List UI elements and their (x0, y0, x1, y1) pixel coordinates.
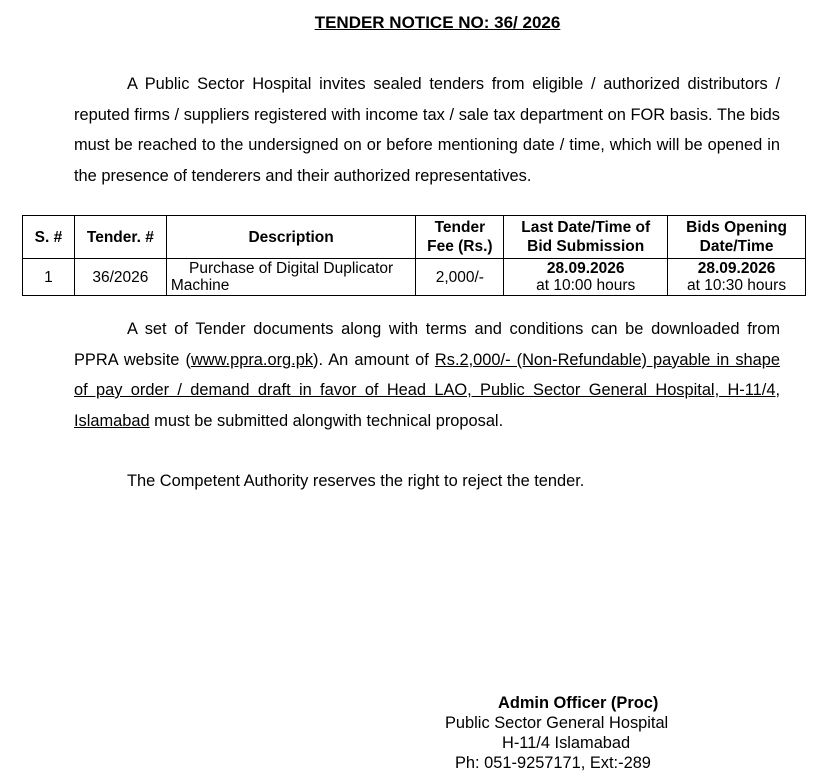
header-fee-line2: Fee (Rs.) (427, 238, 493, 255)
table-row (23, 259, 806, 296)
header-opening-line1: Bids Opening (686, 219, 787, 236)
cell-fee: 2,000/- (416, 259, 504, 296)
header-opening (668, 216, 806, 259)
cell-description: Purchase of Digital Duplicator Machine (166, 259, 416, 296)
reserve-paragraph (74, 466, 780, 497)
header-sno: S. # (23, 216, 75, 259)
documents-text-a: A set of Tender documents along with terms and conditions can be downloaded from PPRA website ( (74, 320, 780, 369)
signature-block (438, 693, 728, 773)
header-last-date-line1: Last Date/Time of (521, 219, 651, 236)
header-last-date (504, 216, 668, 259)
notice-title: TENDER NOTICE NO: 36/ 2026 (314, 13, 561, 32)
payment-details: Rs.2,000/- (Non-Refundable) payable in shape of pay order / demand draft in favor of Head LAO, Public Sector General Hospital, H-11/4, Islamabad (74, 350, 781, 430)
header-description: Description (166, 216, 416, 259)
last-time-value: at 10:00 hours (536, 277, 636, 294)
ppra-website-link[interactable]: www.ppra.org.pk (190, 350, 314, 369)
header-fee-line1: Tender (434, 219, 486, 236)
documents-text-c: must be submitted alongwith technical proposal. (149, 411, 504, 430)
cell-sno: 1 (23, 259, 75, 296)
intro-paragraph (74, 69, 780, 191)
documents-paragraph (74, 314, 780, 436)
table-header-row (23, 216, 806, 259)
header-tender-no: Tender. # (74, 216, 166, 259)
signatory-phone: Ph: 051-9257171, Ext:-289 (455, 754, 651, 772)
header-opening-line2: Date/Time (699, 238, 774, 255)
cell-last-date (504, 259, 668, 296)
intro-text: A Public Sector Hospital invites sealed tenders from eligible / authorized distributors / reputed firms / suppliers registered with income tax / sale tax department on FOR basis. The bids must be reached to the undersigned on or before mentioning date / time, which will be opened in the presence of tenderers and their authorized representatives. (74, 75, 780, 185)
header-last-date-line2: Bid Submission (527, 238, 645, 255)
cell-opening (668, 259, 806, 296)
tender-table (22, 215, 806, 296)
documents-text-b: ). An amount of (313, 350, 435, 369)
signatory-organization: Public Sector General Hospital (445, 714, 669, 732)
opening-time-value: at 10:30 hours (686, 277, 787, 294)
reserve-text: The Competent Authority reserves the right to reject the tender. (127, 472, 585, 490)
signatory-designation: Admin Officer (Proc) (498, 694, 659, 712)
cell-tender-no: 36/2026 (74, 259, 166, 296)
signatory-address: H-11/4 Islamabad (502, 734, 631, 752)
header-fee (416, 216, 504, 259)
last-date-value: 28.09.2026 (546, 260, 625, 277)
opening-date-value: 28.09.2026 (697, 260, 776, 277)
